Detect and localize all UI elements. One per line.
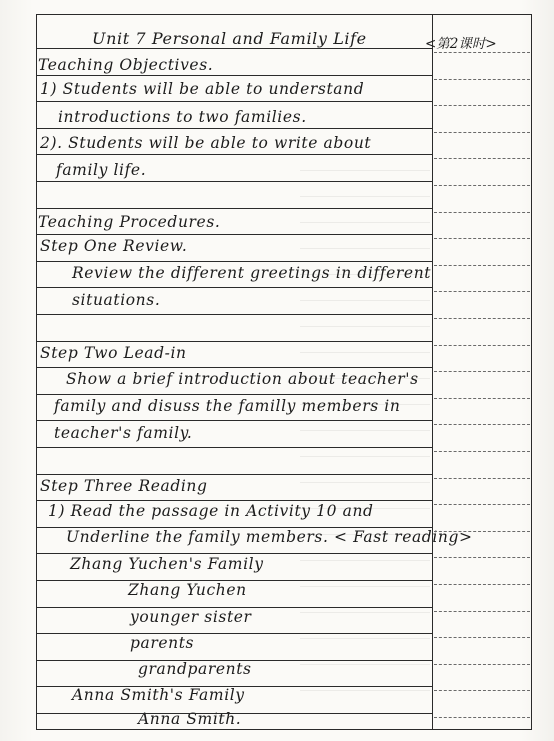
ruled-line	[36, 208, 432, 209]
ruled-line	[36, 128, 432, 129]
ruled-line	[36, 686, 432, 687]
margin-dashed-line	[434, 345, 530, 346]
ruled-line	[36, 367, 432, 368]
step-one-heading: Step One Review.	[40, 237, 188, 255]
ruled-line	[36, 154, 432, 155]
margin-dashed-line	[434, 557, 530, 558]
ruled-line	[36, 660, 432, 661]
section-heading-objectives: Teaching Objectives.	[38, 56, 214, 74]
margin-dashed-line	[434, 424, 530, 425]
margin-dashed-line	[434, 717, 530, 718]
ruled-line	[36, 48, 432, 49]
margin-dashed-line	[434, 478, 530, 479]
ruled-line	[36, 341, 432, 342]
ruled-line	[36, 527, 432, 528]
margin-dashed-line	[434, 265, 530, 266]
family-1-member-2: younger sister	[130, 608, 252, 626]
margin-dashed-line	[434, 398, 530, 399]
ruled-line	[36, 580, 432, 581]
ruled-line	[36, 181, 432, 182]
step-three-heading: Step Three Reading	[40, 477, 208, 495]
objective-1-line-1: 1) Students will be able to understand	[40, 80, 365, 98]
margin-dashed-line	[434, 584, 530, 585]
ruled-line	[36, 447, 432, 448]
step-two-text-3: teacher's family.	[54, 424, 193, 442]
margin-dashed-line	[434, 637, 530, 638]
ruled-line	[36, 101, 432, 102]
objective-2-line-1: 2). Students will be able to write about	[40, 134, 372, 152]
family-2-heading: Anna Smith's Family	[72, 686, 245, 704]
margin-dashed-line	[434, 185, 530, 186]
margin-dashed-line	[434, 664, 530, 665]
ruled-line	[36, 474, 432, 475]
family-1-member-4: grandparents	[138, 660, 252, 678]
ruled-line	[36, 500, 432, 501]
objective-2-line-2: family life.	[56, 161, 147, 179]
ruled-line	[36, 633, 432, 634]
margin-dashed-line	[434, 79, 530, 80]
margin-dashed-line	[434, 291, 530, 292]
margin-dashed-line	[434, 212, 530, 213]
family-2-member-1: Anna Smith.	[138, 710, 242, 728]
margin-dashed-line	[434, 318, 530, 319]
margin-dashed-line	[434, 451, 530, 452]
margin-dashed-line	[434, 690, 530, 691]
section-heading-procedures: Teaching Procedures.	[38, 213, 221, 231]
margin-dashed-line	[434, 132, 530, 133]
margin-dashed-line	[434, 105, 530, 106]
family-1-member-3: parents	[130, 634, 195, 652]
ruled-line	[36, 75, 432, 76]
ruled-line	[36, 713, 432, 714]
step-three-text-1: 1) Read the passage in Activity 10 and	[48, 502, 374, 520]
margin-dashed-line	[434, 531, 530, 532]
ruled-line	[36, 420, 432, 421]
step-one-text-2: situations.	[72, 291, 161, 309]
unit-title: Unit 7 Personal and Family Life	[92, 29, 367, 48]
margin-dashed-line	[434, 504, 530, 505]
step-two-heading: Step Two Lead-in	[40, 344, 187, 362]
ruled-line	[36, 314, 432, 315]
ruled-line	[36, 607, 432, 608]
step-two-text-1: Show a brief introduction about teacher's	[66, 370, 419, 388]
margin-dashed-line	[434, 238, 530, 239]
ruled-line	[36, 553, 432, 554]
step-two-text-2: family and disuss the familly members in	[54, 397, 401, 415]
family-1-heading: Zhang Yuchen's Family	[70, 555, 264, 573]
step-one-text-1: Review the different greetings in different	[72, 264, 432, 282]
family-1-member-1: Zhang Yuchen	[128, 581, 247, 599]
ruled-line	[36, 394, 432, 395]
ruled-line	[36, 287, 432, 288]
margin-dashed-line	[434, 158, 530, 159]
margin-dashed-line	[434, 371, 530, 372]
objective-1-line-2: introductions to two families.	[58, 108, 307, 126]
step-three-text-2: Underline the family members. < Fast reading>	[66, 528, 473, 546]
lesson-period-tag: <第2课时>	[425, 36, 497, 52]
margin-dashed-line	[434, 611, 530, 612]
margin-dashed-line	[434, 52, 530, 53]
margin-column-divider	[432, 14, 433, 730]
ruled-line	[36, 261, 432, 262]
ruled-line	[36, 234, 432, 235]
